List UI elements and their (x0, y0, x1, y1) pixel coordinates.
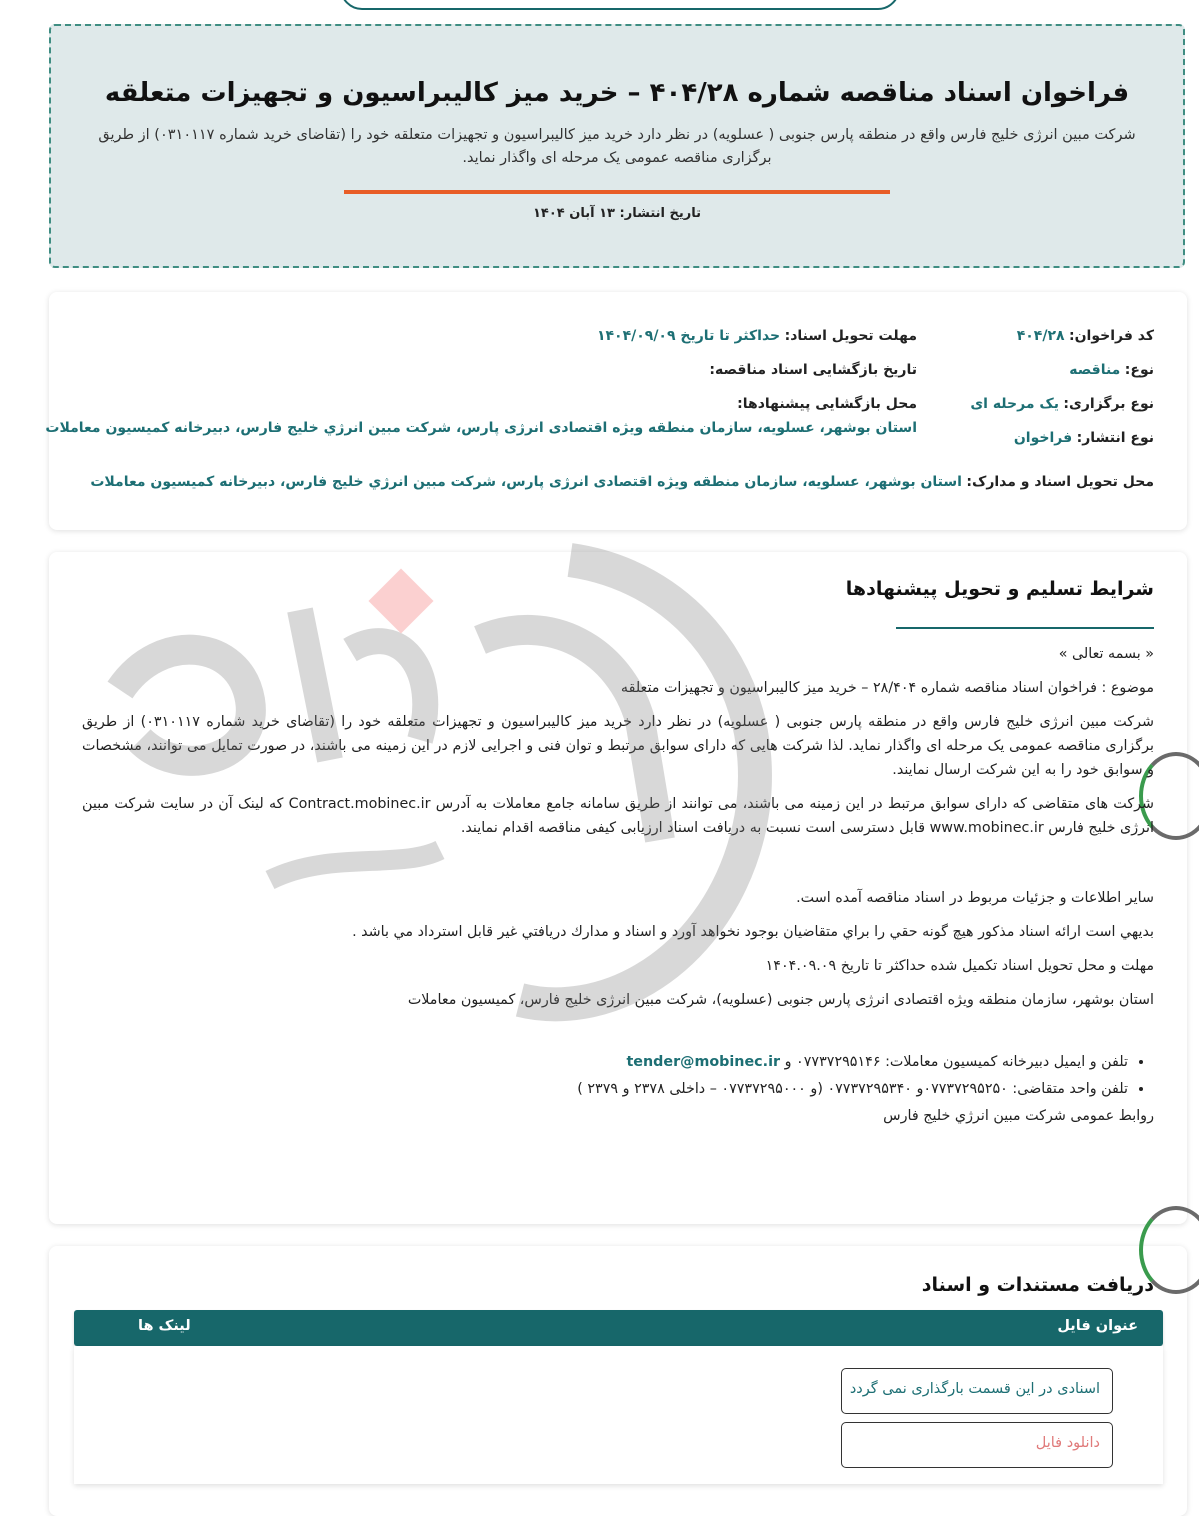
terms-paragraph: مهلت و محل تحویل اسناد تکمیل شده حداکثر تا تاریخ ۱۴۰۴.۰۹.۰۹ (765, 958, 1154, 974)
docs-heading: دریافت مستندات و اسناد (921, 1274, 1154, 1296)
terms-card (49, 552, 1187, 1224)
signature: روابط عمومی شرکت مبین انرژي خلیج فارس (883, 1108, 1154, 1124)
contact-item: • تلفن و ایمیل دبیرخانه کمیسیون معاملات: ۰۷۷۳۷۲۹۵۱۴۶ و tender@mobinec.ir (82, 1050, 1128, 1074)
page-title: فراخوان اسناد مناقصه شماره ۴۰۴/۲۸ – خرید میز کالیبراسیون و تجهیزات متعلقه (104, 78, 1130, 108)
terms-paragraph: استان بوشهر، سازمان منطقه ویژه اقتصادی انرژی پارس جنوبی (عسلویه)، شرکت مبین انرژی خلیج فارس، کمیسیون معاملات (407, 992, 1154, 1008)
info-code: کد فراخوان: ۴۰۴/۲۸ (1016, 328, 1154, 344)
header-divider (344, 190, 890, 194)
publish-date: تاریخ انتشار: ۱۳ آبان ۱۴۰۴ (533, 206, 701, 221)
column-header-links: لینک ها (138, 1318, 191, 1334)
tender-description: شرکت مبین انرژی خلیج فارس واقع در منطقه پارس جنوبی ( عسلویه) در نظر دارد خرید میز کالیبراسیون و تجهیزات متعلقه خود را (تقاضای خرید شماره ۰۳۱۰۱۱۷) از طریق برگزاری مناقصه عمومی یک مرحله ای واگذار نماید. (98, 127, 1136, 166)
download-file-button[interactable]: دانلود فایل (841, 1422, 1113, 1468)
tender-info-card (45, 292, 1187, 530)
terms-heading: شرایط تسلیم و تحویل پیشنهادها (845, 578, 1154, 600)
terms-body (82, 642, 1154, 1138)
contact-list (82, 1050, 1154, 1101)
terms-paragraph: سایر اطلاعات و جزئیات مربوط در اسناد مناقصه آمده است. (796, 890, 1154, 906)
top-tab (340, 0, 900, 10)
terms-paragraph: بديهي است ارائه اسناد مذكور هيچ گونه حقي را براي متقاضيان بوجود نخواهد آورد و اسناد و مدارك دريافتي غير قابل استرداد مي باشد . (352, 924, 1154, 940)
info-opening-place-label: محل بازگشایی پیشنهادها: (737, 396, 917, 412)
terms-heading-underline (896, 627, 1154, 629)
info-opening-place-value: استان بوشهر، عسلویه، سازمان منطقه ویژه اقتصادی انرژی پارس، شرکت مبین انرژي خلیج فارس، دبیرخانه کمیسیون معاملات (45, 420, 917, 436)
tender-header (49, 24, 1185, 268)
info-publish-type: نوع انتشار: فراخوان (1013, 430, 1154, 446)
terms-subject: موضوع : فراخوان اسناد مناقصه شماره ۲۸/۴۰۴ – خرید میز کالیبراسیون و تجهیزات متعلقه (620, 680, 1154, 696)
docs-table-body (74, 1346, 1163, 1484)
docs-table-header (74, 1310, 1163, 1346)
info-deadline: مهلت تحویل اسناد: حداکثر تا تاریخ ۱۴۰۴/۰۹/۰۹ (596, 328, 917, 344)
documents-card (49, 1246, 1187, 1516)
info-opening-date: تاریخ بازگشایی اسناد مناقصه: (709, 362, 917, 378)
no-documents-notice: اسنادی در این قسمت بارگذاری نمی گردد (841, 1368, 1113, 1414)
info-delivery-place: محل تحویل اسناد و مدارک: استان بوشهر، عسلویه، سازمان منطقه ویژه اقتصادی انرژی پارس، شرکت مبین انرژي خلیج فارس، دبیرخانه کمیسیون معاملات (90, 474, 1154, 490)
terms-paragraph: شرکت های متقاضی که دارای سوابق مرتبط در این زمینه می باشند، می توانند از طریق سامانه جامع معاملات به آدرس Contract.mobinec.ir که لینک آن در سایت شرکت مبین انرژی خلیج فارس www.mobinec.ir قابل دسترسی است نسبت به دریافت اسناد ارزیابی کیفی مناقصه اقدام نمایند. (82, 796, 1154, 836)
email-link[interactable]: tender@mobinec.ir (626, 1054, 781, 1070)
contact-item: • تلفن واحد متقاضی: ۰۷۷۳۷۲۹۵۲۵۰و ۰۷۷۳۷۲۹۵۳۴۰ (و ۰۷۷۳۷۲۹۵۰۰۰ – داخلی ۲۳۷۸ و ۲۳۷۹ ) (82, 1077, 1128, 1101)
terms-paragraph: شرکت مبین انرژی خلیج فارس واقع در منطقه پارس جنوبی ( عسلویه) در نظر دارد خرید میز کالیبراسیون و تجهیزات متعلقه خود را (تقاضای خرید شماره ۰۳۱۰۱۱۷) از طریق برگزاری مناقصه عمومی یک مرحله ای واگذار نماید. لذا شرکت هایی که دارای سوابق مرتبط و توان فنی و اجرایی لازم در این زمینه می باشند، در صورت تمایل می توانند، مشخصات و سوابق خود را به این شرکت ارسال نمایند. (82, 714, 1154, 778)
basmala: « بسمه تعالی » (1058, 646, 1154, 662)
info-type: نوع: مناقصه (1069, 362, 1154, 378)
info-holding: نوع برگزاری: یک مرحله ای (970, 396, 1154, 412)
column-header-title: عنوان فایل (1057, 1318, 1138, 1334)
